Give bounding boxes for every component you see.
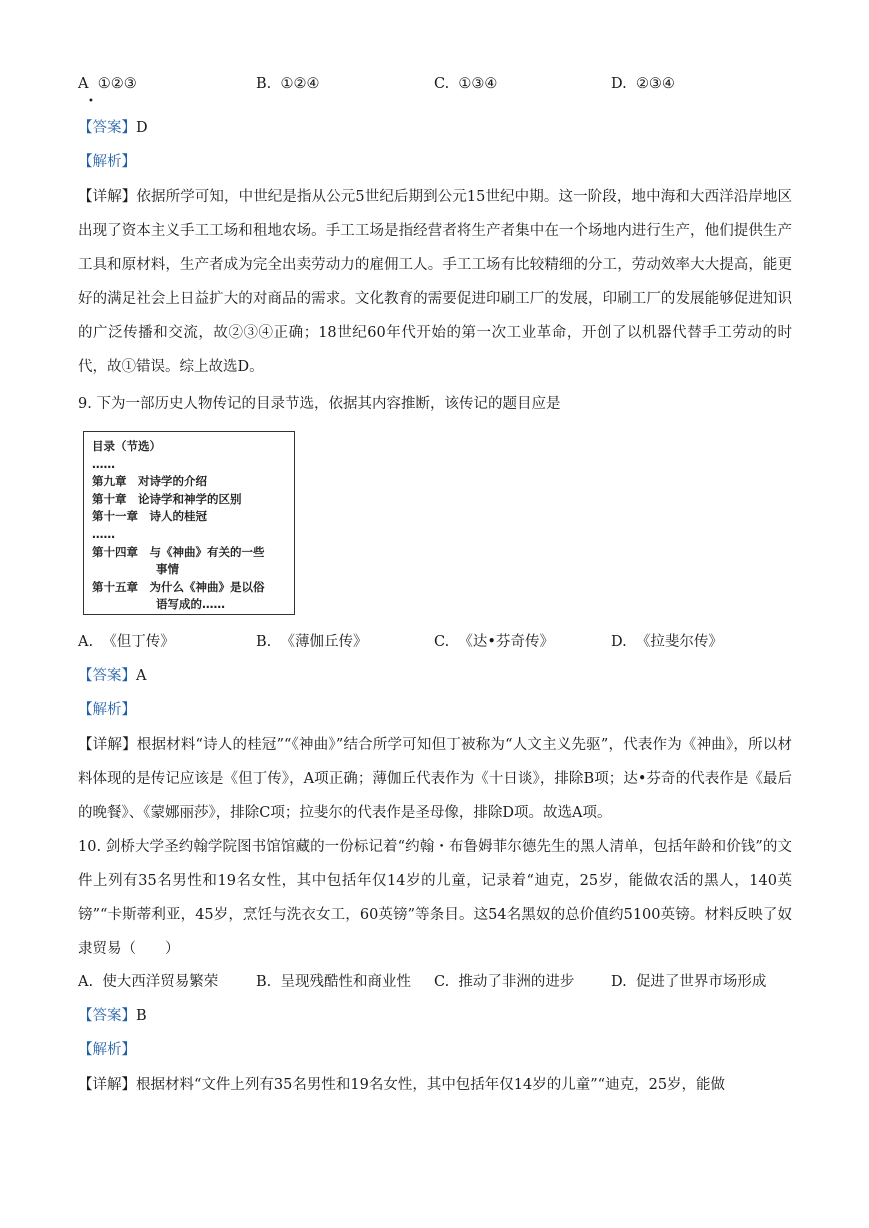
toc-chapter-14-cont: 事情 (156, 562, 179, 577)
toc-chapter-15-cont: 语写成的…… (156, 597, 225, 612)
q9-option-d: D. 《拉斐尔传》 (611, 634, 723, 650)
q9-stem: 9. 下为一部历史人物传记的目录节选，依据其内容推断，该传记的题目应是 (78, 396, 561, 412)
q8-option-d: D. ②③④ (611, 76, 675, 92)
q8-option-b: B. ①②④ (256, 76, 320, 92)
q9-option-c: C. 《达•芬奇传》 (434, 634, 554, 650)
q8-analysis-label: 【解析】 (78, 154, 136, 170)
q10-detail: 【详解】根据材料“文件上列有35名男性和19名女性，其中包括年仅14岁的儿童”“迪克，25岁，能做 (78, 1077, 726, 1093)
q8-option-c: C. ①③④ (434, 76, 498, 92)
toc-chapter-15: 第十五章 为什么《神曲》是以俗 (92, 579, 265, 594)
stray-dot: • (88, 96, 94, 107)
toc-chapter-10: 第十章 论诗学和神学的区别 (92, 491, 242, 506)
q9-option-b: B. 《薄伽丘传》 (256, 634, 368, 650)
toc-chapter-14: 第十四章 与《神曲》有关的一些 (92, 544, 265, 559)
q9-analysis-label: 【解析】 (78, 702, 136, 718)
q10-option-a: A. 使大西洋贸易繁荣 (78, 974, 219, 990)
toc-ellipsis: …… (92, 456, 115, 471)
q10-analysis-label: 【解析】 (78, 1042, 136, 1058)
q8-answer: 【答案】D (78, 120, 148, 136)
q10-option-b: B. 呈现残酷性和商业性 (256, 974, 411, 990)
q9-option-a: A. 《但丁传》 (78, 634, 175, 650)
q10-answer: 【答案】B (78, 1008, 147, 1024)
q10-stem: 10. 剑桥大学圣约翰学院图书馆馆藏的一份标记着“约翰・布鲁姆菲尔德先生的黑人清单，包括年龄和价钱”的文件上列有35名男性和19名女性，其中包括年仅14岁的儿童，记录着“迪克，25岁，能做农活的黑人，140英镑”“卡斯蒂利亚，45岁，烹饪与洗衣女工，60英镑”等条目。这54名黑奴的总价值约5100英镑。材料反映了奴隶贸易（ ） (78, 839, 792, 957)
toc-excerpt-image (83, 431, 295, 615)
toc-title: 目录（节选） (92, 439, 161, 453)
q8-option-a: A ①②③ (78, 76, 137, 92)
q10-option-d: D. 促进了世界市场形成 (611, 974, 767, 990)
q8-detail: 【详解】依据所学可知，中世纪是指从公元5世纪后期到公元15世纪中期。这一阶段，地中海和大西洋沿岸地区出现了资本主义手工工场和租地农场。手工工场是指经营者将生产者集中在一个场地内进行生产，他们提供生产工具和原材料，生产者成为完全出卖劳动力的雇佣工人。手工工场有比较精细的分工，劳动效率大大提高，能更好的满足社会上日益扩大的对商品的需求。文化教育的需要促进印刷工厂的发展，印刷工厂的发展能够促进知识的广泛传播和交流，故②③④正确；18世纪60年代开始的第一次工业革命，开创了以机器代替手工劳动的时代，故①错误。综上故选D。 (78, 189, 792, 375)
toc-chapter-9: 第九章 对诗学的介绍 (92, 474, 207, 489)
toc-chapter-11: 第十一章 诗人的桂冠 (92, 509, 207, 524)
toc-ellipsis: …… (92, 526, 115, 541)
q10-option-c: C. 推动了非洲的进步 (434, 974, 575, 990)
q9-answer: 【答案】A (78, 668, 147, 684)
q9-detail: 【详解】根据材料“诗人的桂冠”“《神曲》”结合所学可知但丁被称为“人文主义先驱”，代表作为《神曲》，所以材料体现的是传记应该是《但丁传》，A项正确；薄伽丘代表作为《十日谈》，排除B项；达•芬奇的代表作是《最后的晚餐》、《蒙娜丽莎》，排除C项；拉斐尔的代表作是圣母像，排除D项。故选A项。 (78, 737, 792, 821)
